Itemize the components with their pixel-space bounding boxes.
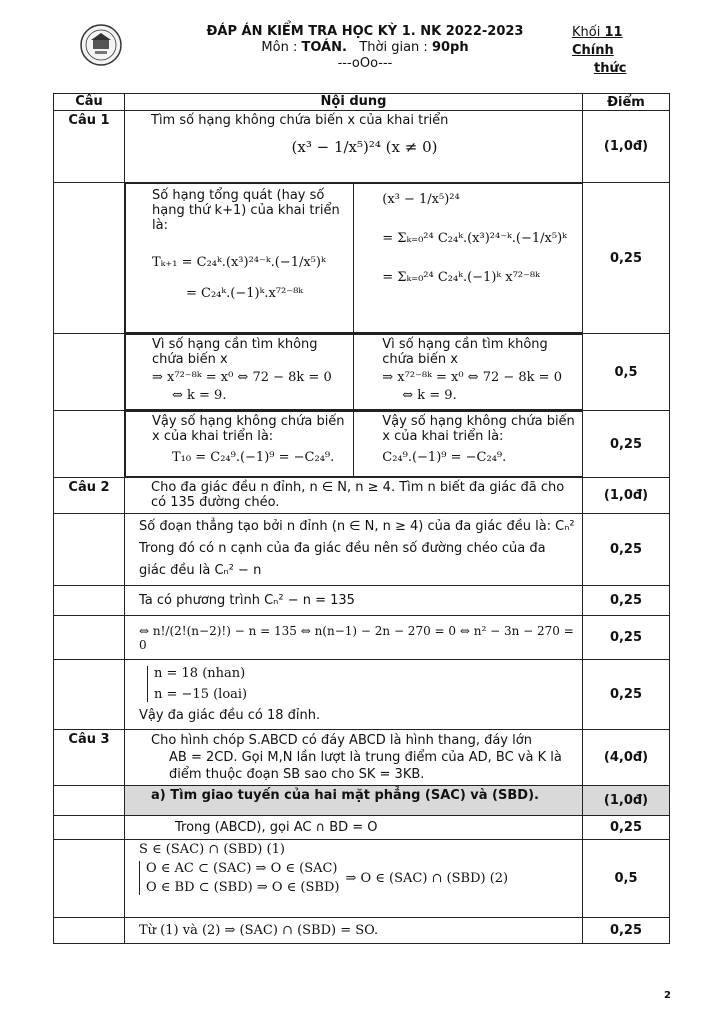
table-row: Vì số hạng cần tìm không chứa biến x ⇒ x⁷²⁻⁸ᵏ = x⁰ ⇔ 72 − 8k = 0 ⇔ k = 9. Vì số hạng cần tìm không chứa biến x ⇒ x⁷²⁻⁸ᵏ = x⁰ ⇔ 72 − 8k = 0 ⇔ k = 9. 0,5 (54, 334, 670, 411)
grade-number: 11 (604, 25, 623, 40)
table-row: n = 18 (nhan) n = −15 (loai) Vậy đa giác đều có 18 đỉnh. 0,25 (54, 660, 670, 730)
question-label: Câu 3 (54, 730, 125, 786)
table-row: Câu 3 Cho hình chóp S.ABCD có đáy ABCD là hình thang, đáy lớn AB = 2CD. Gọi M,N lần lượt là trung điểm của AD, BC và K là điểm thuộc đoạn SB sao cho SK = 3KB. (4,0đ) (54, 730, 670, 786)
question-score: (1,0đ) (583, 111, 670, 183)
answer-table (53, 93, 670, 944)
page-number: 2 (664, 990, 671, 1001)
step-score: 0,25 (583, 660, 670, 730)
table-row: Từ (1) và (2) ⇒ (SAC) ∩ (SBD) = SO. 0,25 (54, 918, 670, 944)
step-score: 0,5 (583, 334, 670, 411)
expansion-formula: (x³ − 1/x⁵)²⁴ (x ≠ 0) (291, 138, 438, 156)
question-score: (1,0đ) (583, 478, 670, 514)
header-content: Nội dung (125, 94, 583, 111)
step-score: 0,25 (583, 616, 670, 660)
table-row: Trong (ABCD), gọi AC ∩ BD = O 0,25 (54, 816, 670, 840)
question-score: (4,0đ) (583, 730, 670, 786)
table-row: Số đoạn thẳng tạo bởi n đỉnh (n ∈ N, n ≥ 4) của đa giác đều là: Cₙ² Trong đó có n cạnh của đa giác đều nên số đường chéo của đa giác đều là Cₙ² − n 0,25 (54, 514, 670, 586)
header-divider: ---oOo--- (337, 56, 393, 71)
question-prompt: Tìm số hạng không chứa biến x của khai triển (x³ − 1/x⁵)²⁴ (x ≠ 0) (125, 111, 583, 183)
step-score: 0,25 (583, 514, 670, 586)
exam-title: ĐÁP ÁN KIỂM TRA HỌC KỲ 1. NK 2022-2023 (206, 24, 524, 39)
solution-left: Số hạng tổng quát (hay số hạng thứ k+1) của khai triển là: Tₖ₊₁ = C₂₄ᵏ.(x³)²⁴⁻ᵏ.(−1/x⁵)ᵏ = C₂₄ᵏ.(−1)ᵏ.x⁷²⁻⁸ᵏ (126, 184, 354, 333)
solution-right: (x³ − 1/x⁵)²⁴ = Σₖ₌₀²⁴ C₂₄ᵏ.(x³)²⁴⁻ᵏ.(−1/x⁵)ᵏ = Σₖ₌₀²⁴ C₂₄ᵏ.(−1)ᵏ x⁷²⁻⁸ᵏ (354, 184, 582, 333)
table-header-row (54, 94, 670, 111)
step-score: 0,25 (583, 586, 670, 616)
table-row: ⇔ n!/(2!(n−2)!) − n = 135 ⇔ n(n−1) − 2n − 270 = 0 ⇔ n² − 3n − 270 = 0 0,25 (54, 616, 670, 660)
header-score: Điểm (583, 94, 670, 111)
step-score: 0,25 (583, 918, 670, 944)
question-label: Câu 1 (54, 111, 125, 183)
step-score: 0,25 (583, 183, 670, 334)
table-row (54, 111, 670, 183)
step-score: 0,5 (583, 840, 670, 918)
part-a-title: a) Tìm giao tuyến của hai mặt phẳng (SAC) và (SBD). (125, 786, 583, 816)
step-score: 0,25 (583, 411, 670, 478)
part-score: (1,0đ) (583, 786, 670, 816)
table-row: S ∈ (SAC) ∩ (SBD) (1) O ∈ AC ⊂ (SAC) ⇒ O ∈ (SAC) O ∈ BD ⊂ (SBD) ⇒ O ∈ (SBD) ⇒ O ∈ (SAC) ∩ (SBD) (2) 0,5 (54, 840, 670, 918)
subject-line: Môn : TOÁN. Thời gian : 90ph (261, 40, 469, 55)
table-row (54, 478, 670, 514)
question-label: Câu 2 (54, 478, 125, 514)
exam-duration: 90ph (431, 40, 469, 55)
document-header (150, 24, 580, 71)
official-label: Chính (572, 43, 614, 58)
question-prompt: Cho đa giác đều n đỉnh, n ∈ N, n ≥ 4. Tìm n biết đa giác đã cho có 135 đường chéo. (125, 478, 583, 514)
table-row: Vậy số hạng không chứa biến x của khai triển là: T₁₀ = C₂₄⁹.(−1)⁹ = −C₂₄⁹. Vậy số hạng không chứa biến x của khai triển là: C₂₄⁹.(−1)⁹ = −C₂₄⁹. 0,25 (54, 411, 670, 478)
grade-block: Khối 11 Chính thức (572, 25, 627, 76)
table-row: Ta có phương trình Cₙ² − n = 135 0,25 (54, 586, 670, 616)
table-row (54, 183, 670, 334)
header-question: Câu (54, 94, 125, 111)
school-logo (80, 24, 122, 66)
table-row (54, 786, 670, 816)
subject-name: TOÁN. (301, 40, 347, 55)
step-score: 0,25 (583, 816, 670, 840)
official-label-2: thức (594, 61, 627, 76)
